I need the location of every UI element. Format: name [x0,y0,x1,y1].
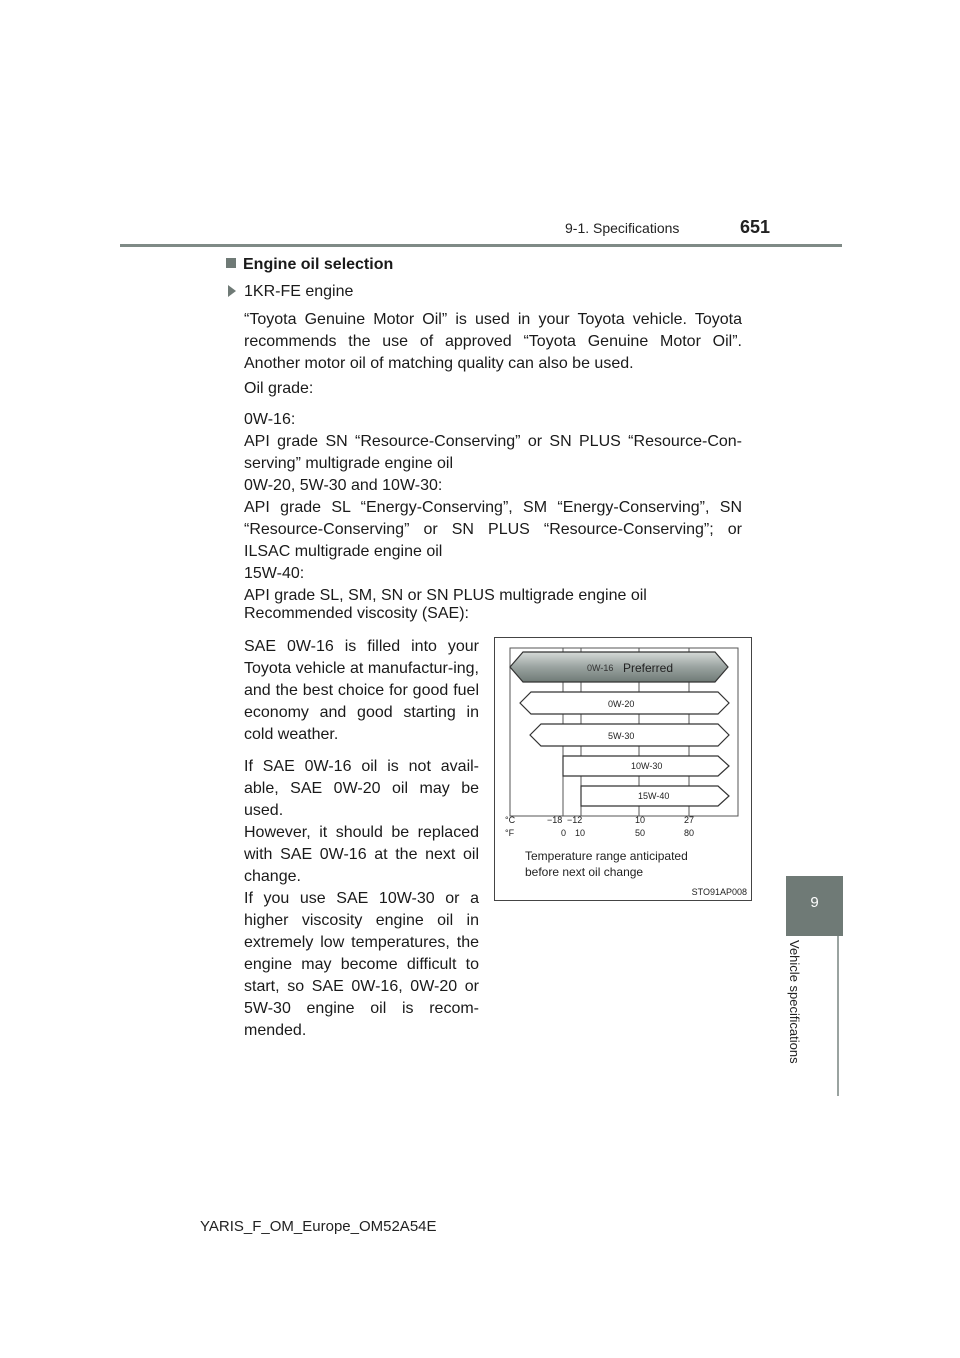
bar-0w16 [510,652,728,682]
bar-10w30-label: 10W-30 [631,761,663,771]
note-factory-fill: SAE 0W-16 is filled into your Toyota vehicle at manufactur-ing, and the best choice for good fuel economy and good starting in cold weather. [244,638,479,743]
header-section-title: 9-1. Specifications [565,220,680,236]
footer-document-id: YARIS_F_OM_Europe_OM52A54E [200,1218,437,1235]
engine-name: 1KR-FE engine [244,283,354,300]
section-heading-text: Engine oil selection [243,256,394,273]
fahrenheit-tick-2: 10 [575,828,586,838]
section-heading [226,256,393,274]
fahrenheit-unit: °F [505,828,515,838]
chapter-label-text: Vehicle specifications [787,940,802,1064]
bar-5w30-label: 5W-30 [608,731,635,741]
viscosity-diagram [494,637,752,901]
diagram-code: STO91AP008 [691,887,747,897]
diagram-caption-line1: Temperature range anticipated [525,849,688,863]
diagram-caption-line2: before next oil change [525,865,644,879]
chapter-number: 9 [810,894,819,911]
grade-0w20-desc: API grade SL “Energy-Conserving”, SM “Energy-Conserving”, SN “Resource-Conserving” or SN PLUS “Resource-Conserving”; or ILSAC multigrade engine oil [244,499,742,560]
fahrenheit-tick-3: 50 [635,828,646,838]
bar-0w20-label: 0W-20 [608,699,635,709]
intro-paragraph: “Toyota Genuine Motor Oil” is used in your Toyota vehicle. Toyota recommends the use of approved “Toyota Genuine Motor Oil”. Another motor oil of matching quality can also be used. [244,311,742,372]
bar-0w16-label: 0W-16 [587,663,614,673]
grade-0w20-name: 0W-20, 5W-30 and 10W-30: [244,477,443,494]
engine-subheading [228,283,353,301]
viscosity-label: Recommended viscosity (SAE): [244,605,469,622]
grade-15w40-desc: API grade SL, SM, SN or SN PLUS multigrade engine oil [244,587,647,604]
header-divider [120,244,842,247]
celsius-tick-2: −12 [567,815,583,825]
celsius-tick-4: 27 [684,815,695,825]
chapter-tab [786,876,843,936]
bar-15w40-label: 15W-40 [638,791,670,801]
triangle-bullet-icon [228,285,236,297]
grade-0w16-name: 0W-16: [244,411,296,428]
fahrenheit-tick-4: 80 [684,828,695,838]
grade-0w16-desc: API grade SN “Resource-Conserving” or SN PLUS “Resource-Con-serving” multigrade engine oil [244,433,742,472]
chapter-divider [837,936,839,1096]
celsius-tick-3: 10 [635,815,646,825]
viscosity-notes [244,636,479,1052]
celsius-tick-1: −18 [547,815,563,825]
grade-15w40-name: 15W-40: [244,565,305,582]
diagram-caption [525,848,688,880]
note-alternative: If SAE 0W-16 oil is not avail-able, SAE 0W-20 oil may be used. [244,758,479,819]
note-low-temperature: If you use SAE 10W-30 or a higher viscosity engine oil in extremely low temperatures, the engine may become difficult to start, so SAE 0W-16, 0W-20 or 5W-30 engine oil is recom-mended. [244,890,479,1039]
square-bullet-icon [226,258,236,268]
oil-grade-label: Oil grade: [244,380,314,397]
celsius-unit: °C [505,815,516,825]
page-number: 651 [740,217,771,237]
bar-0w16-preferred: Preferred [623,661,674,675]
fahrenheit-tick-1: 0 [561,828,567,838]
chapter-label [786,940,806,1100]
note-replace: However, it should be replaced with SAE 0W-16 at the next oil change. [244,824,479,885]
